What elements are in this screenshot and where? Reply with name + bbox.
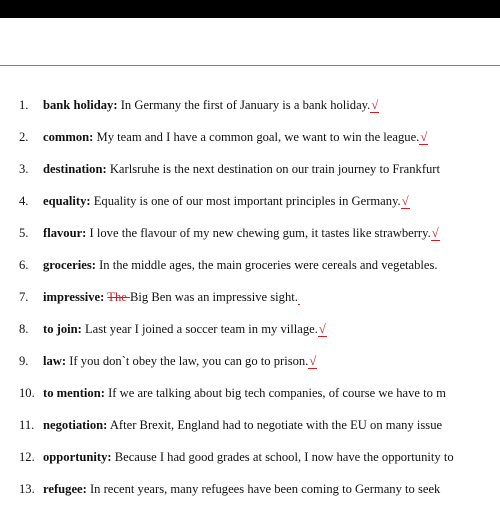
item-sentence: Because I had good grades at school, I now have the opportunity to [111,450,454,464]
correction-mark [298,290,300,305]
item-line [43,91,379,119]
item-term: groceries: [43,258,96,272]
item-line [43,315,327,343]
list-item [0,91,500,123]
item-number: 10. [19,386,35,400]
item-number: 12. [19,450,35,464]
list-item [0,315,500,347]
item-sentence: In Germany the first of January is a bank holiday. [117,98,371,112]
item-number: 8. [19,322,29,336]
item-sentence: Equality is one of our most important principles in Germany. [90,194,401,208]
item-term: impressive: [43,290,105,304]
item-number: 6. [19,258,29,272]
item-line [43,379,446,407]
item-line [43,219,440,247]
item-term: to join: [43,322,82,336]
item-number: 9. [19,354,29,368]
item-term: to mention: [43,386,105,400]
check-mark: √ [401,194,409,208]
item-term: common: [43,130,94,144]
item-sentence: In recent years, many refugees have been coming to Germany to seek [86,482,441,496]
item-number: 7. [19,290,29,304]
item-sentence: My team and I have a common goal, we want to win the league. [93,130,420,144]
item-sentence: I love the flavour of my new chewing gum, it tastes like strawberry. [86,226,431,240]
item-number: 3. [19,162,29,176]
item-sentence: Big Ben was an impressive sight. [129,290,298,304]
item-line [43,475,440,503]
top-black-bar [0,0,500,18]
item-number: 4. [19,194,29,208]
struck-word: The [107,290,130,304]
item-sentence: In the middle ages, the main groceries were cereals and vegetables. [95,258,438,272]
item-sentence: Karlsruhe is the next destination on our train journey to Frankfurt [106,162,440,176]
list-item [0,155,500,187]
list-item [0,347,500,379]
item-line [43,187,410,215]
list-item [0,475,500,507]
item-number: 11. [19,418,35,432]
item-line [43,155,440,183]
check-mark: √ [318,322,326,336]
list-item [0,379,500,411]
item-line [43,123,428,151]
item-term: law: [43,354,67,368]
vocabulary-list [0,91,500,507]
item-term: bank holiday: [43,98,118,112]
header-rule [0,65,500,66]
list-item [0,123,500,155]
item-number: 5. [19,226,29,240]
item-number: 2. [19,130,29,144]
list-item [0,443,500,475]
check-mark: √ [371,98,379,112]
list-item [0,219,500,251]
item-line [43,411,442,439]
item-sentence: Last year I joined a soccer team in my village. [81,322,318,336]
item-term: opportunity: [43,450,112,464]
item-term: flavour: [43,226,87,240]
check-mark: √ [309,354,317,368]
check-mark: √ [431,226,439,240]
item-sentence: After Brexit, England had to negotiate with the EU on many issue [107,418,443,432]
item-line [43,347,317,375]
list-item [0,187,500,219]
item-term: negotiation: [43,418,108,432]
item-line [43,283,300,311]
list-item [0,411,500,443]
item-term: refugee: [43,482,87,496]
item-line [43,251,438,279]
item-number: 13. [19,482,35,496]
list-item [0,251,500,283]
item-sentence: If you don`t obey the law, you can go to prison. [66,354,309,368]
item-term: destination: [43,162,107,176]
item-line [43,443,454,471]
check-mark: √ [420,130,428,144]
item-number: 1. [19,98,29,112]
item-term: equality: [43,194,91,208]
list-item [0,283,500,315]
item-sentence: If we are talking about big tech companies, of course we have to m [104,386,446,400]
